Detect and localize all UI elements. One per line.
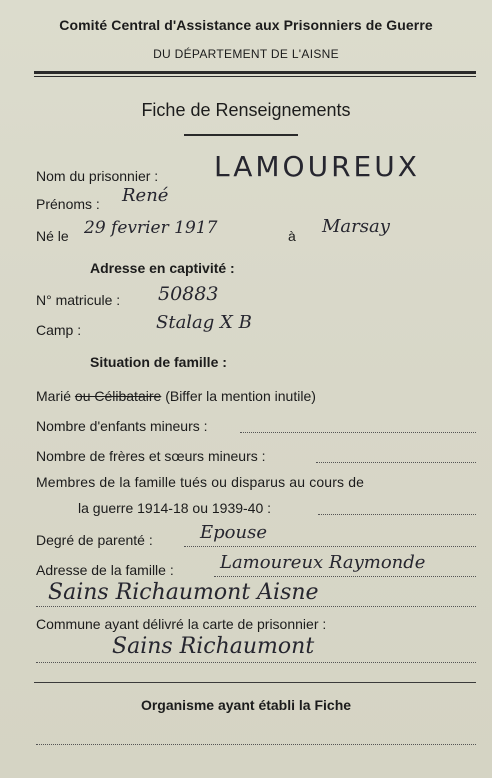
family-casualties-label-1: Membres de la famille tués ou disparus au cours de [36,474,365,490]
family-address-value-1: Lamoureux Raymonde [220,552,426,573]
camp-label: Camp : [36,322,82,338]
children-label: Nombre d'enfants mineurs : [36,418,208,434]
nom-label: Nom du prisonnier : [36,168,159,184]
celibataire-option-struck: ou Célibataire [74,388,162,404]
relationship-dotline [184,546,476,547]
captivity-address-heading: Adresse en captivité : [90,260,235,276]
prenoms-label: Prénoms : [36,196,100,212]
department-subtitle: DU DÉPARTEMENT DE L'AISNE [153,47,339,61]
children-dotline [240,432,476,433]
relationship-value: Epouse [200,522,267,543]
ne-label: Né le [36,228,69,244]
committee-title: Comité Central d'Assistance aux Prisonniers de Guerre [59,17,433,33]
siblings-label: Nombre de frères et sœurs mineurs : [36,448,266,464]
family-address-value-2: Sains Richaumont Aisne [48,580,319,605]
camp-value: Stalag X B [156,312,252,333]
family-address-label: Adresse de la famille : [36,562,174,578]
birth-place-label: à [288,228,296,244]
establishing-organisation-heading: Organisme ayant établi la Fiche [140,697,352,713]
form-title: Fiche de Renseignements [141,100,351,120]
footer-rule [34,682,476,683]
family-situation-heading: Situation de famille : [90,354,227,370]
casualties-dotline [318,514,476,515]
header-rule-thick [34,71,476,74]
family-casualties-label-2: la guerre 1914-18 ou 1939-40 : [78,500,272,516]
commune-dotline [36,662,476,663]
header-rule-thin [34,76,476,77]
family-address-dotline-2 [36,606,476,607]
birth-date-value: 29 fevrier 1917 [84,218,218,238]
family-address-dotline-1 [214,576,476,577]
commune-value: Sains Richaumont [112,634,315,659]
siblings-dotline [316,462,476,463]
marital-status-line [36,388,316,404]
matricule-value: 50883 [158,283,219,305]
strike-instruction: (Biffer la mention inutile) [165,388,316,404]
commune-label: Commune ayant délivré la carte de prisonnier : [36,616,327,632]
relationship-label: Degré de parenté : [36,532,153,548]
marie-option: Marié [36,388,72,404]
matricule-label: N° matricule : [36,292,121,308]
prenoms-value: René [122,185,169,206]
birth-place-value: Marsay [322,216,390,237]
nom-value: LAMOUREUX [214,150,420,183]
organisation-dotline [36,744,476,745]
title-underline [184,134,298,136]
